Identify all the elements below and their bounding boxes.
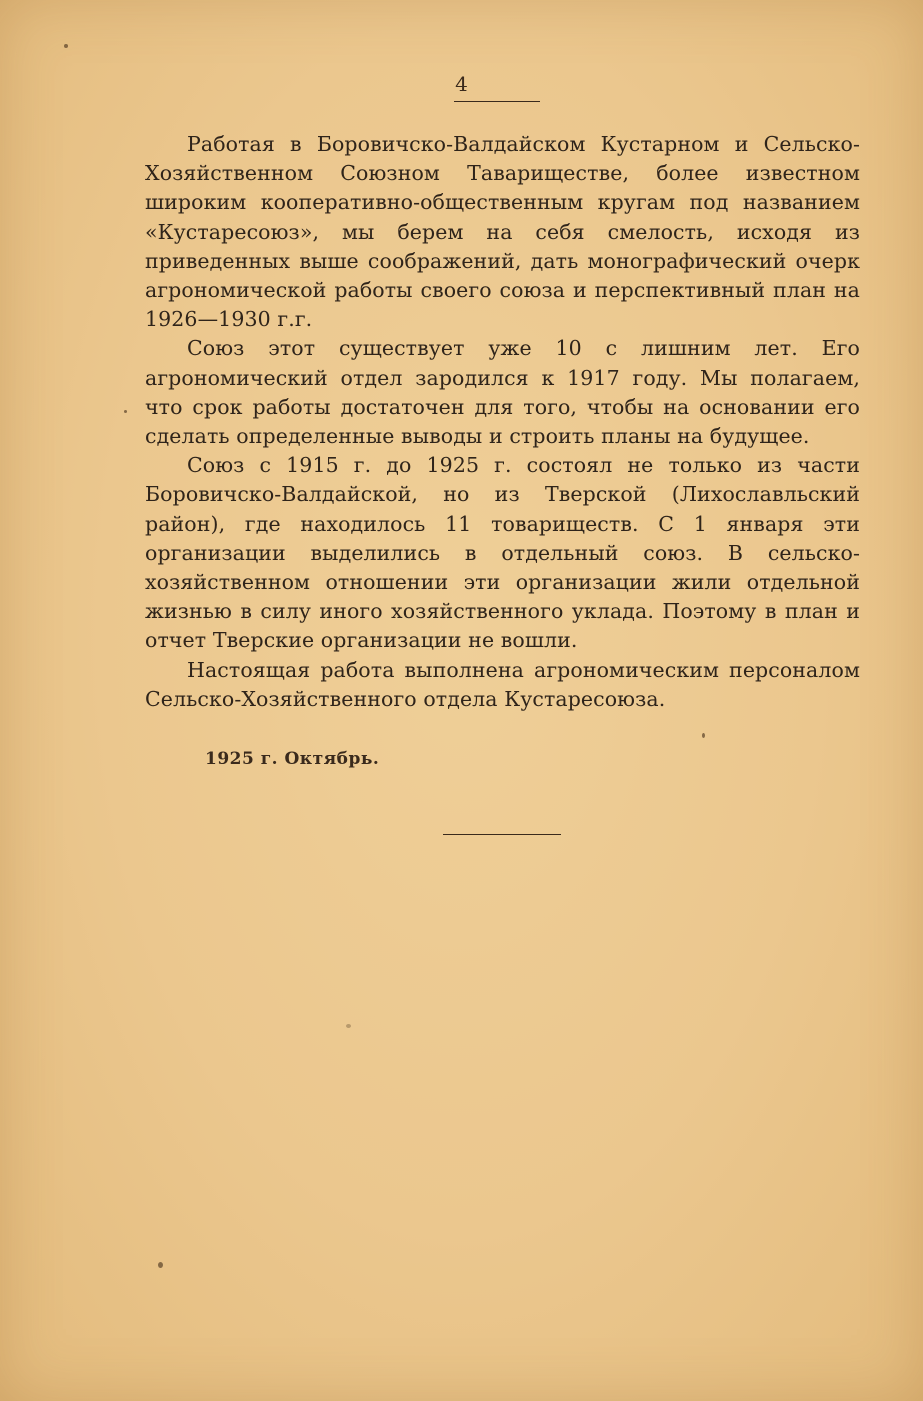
paper-speck <box>124 410 127 413</box>
paragraph-3: Союз с 1915 г. до 1925 г. состоял не только из части Боровичско-Валдайской, но из Тверской (Лихославльский район), где находилось 11 товариществ. С 1 января эти организации выделились в отдельный союз. В сельско-хозяйственном отношении эти организации жили отдельной жизнью в силу иного хозяйственного уклада. Поэтому в план и отчет Тверские организации не вошли. <box>145 453 860 653</box>
paper-speck <box>702 733 705 738</box>
paper-speck <box>158 1262 163 1268</box>
page-number: 4 <box>455 72 468 96</box>
paragraph-4: Настоящая работа выполнена агрономическим персоналом Сельско-Хозяйственного отдела Кустаресоюза. <box>145 657 860 711</box>
paragraph-2: Союз этот существует уже 10 с лишним лет. Его агрономический отдел зародился к 1917 году. Мы полагаем, что срок работы достаточен для того, чтобы на основании его сделать определенные выводы и строить планы на будущее. <box>145 336 860 449</box>
paper-speck <box>64 44 68 48</box>
date-line: 1925 г. Октябрь. <box>205 749 380 769</box>
bottom-rule <box>443 834 561 835</box>
top-rule <box>454 101 540 102</box>
paper-speck <box>346 1024 351 1028</box>
paragraph-1: Работая в Боровичско-Валдайском Кустарном и Сельско-Хозяйственном Союзном Тавариществе, более известном широким кооперативно-общественным кругам под названием «Кустаресоюз», мы берем на себя смелость, исходя из приведенных выше соображений, дать монографический очерк агрономической работы своего союза и перспективный план на 1926—1930 г.г. <box>145 132 860 332</box>
body-text <box>145 130 860 714</box>
